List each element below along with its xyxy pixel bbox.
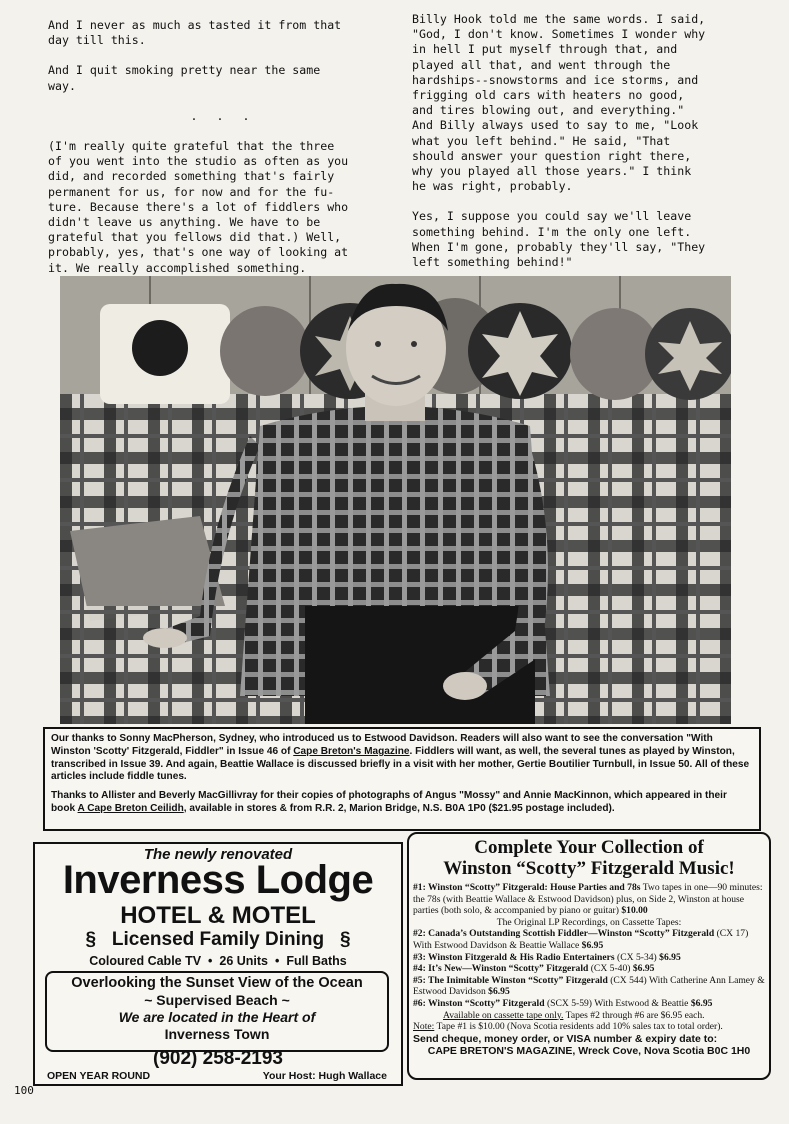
tape-item: #3: Winston Fitzgerald & His Radio Entertainers (CX 5-34) $6.95 <box>413 951 681 963</box>
portrait-photo <box>60 276 731 724</box>
price-note: Note: Tape #1 is $10.00 (Nova Scotia residents add 10% sales tax to total order). <box>413 1021 723 1033</box>
tape-item: #4: It’s New—Winston “Scotty” Fitzgerald (CX 5-40) $6.95 <box>413 963 655 975</box>
lodge-name: Inverness Lodge <box>62 858 374 902</box>
order-address: CAPE BRETON'S MAGAZINE, Wreck Cove, Nova Scotia B0C 1H0 <box>427 1045 751 1058</box>
open-year-round: OPEN YEAR ROUND <box>47 1070 151 1082</box>
ad-title-2: Winston “Scotty” Fitzgerald Music! <box>443 858 735 879</box>
paragraph: Billy Hook told me the same words. I said, "God, I don't know. Sometimes I wonder why in hell I put myself through that, and played all that, and went through the hardships--snowstorms and ice storms, and frigging old cars with heaters no good, and tires blowing out, and everything." And Billy always used to say to me, "Look what you left behind." He said, "That should answer your question right there, why you played all those years." I think he was right, probably. <box>412 12 706 194</box>
page-number: 100 <box>14 1084 34 1097</box>
lp-heading: The Original LP Recordings, on Cassette Tapes: <box>496 916 682 928</box>
article-column-left <box>48 18 398 291</box>
ad-kicker: The newly renovated <box>143 846 293 863</box>
dining-line: § Licensed Family Dining § <box>85 929 351 950</box>
inverness-lodge-ad <box>33 842 403 1086</box>
article-column-right <box>412 12 757 285</box>
lodge-type: HOTEL & MOTEL <box>120 902 316 929</box>
paragraph: And I never as much as tasted it from that day till this. <box>48 18 342 48</box>
tape-item: #5: The Inimitable Winston “Scotty” Fitzgerald (CX 544) With Catherine Ann Lamey & Estwood Davidson $6.95 <box>413 974 765 998</box>
section-mark-icon: § <box>339 929 351 950</box>
book-title: A Cape Breton Ceilidh <box>77 802 184 814</box>
availability-note: Available on cassette tape only. Tapes #2 through #6 are $6.95 each. <box>443 1009 705 1021</box>
amenities-line: Coloured Cable TV • 26 Units • Full Baths <box>89 954 347 968</box>
section-separator: . . . <box>190 108 256 123</box>
caption-paragraph: Our thanks to Sonny MacPherson, Sydney, who introduced us to Estwood Davidson. Readers will also want to see the conversation "With Winston 'Scotty' Fitzgerald, Fiddler" in Issue 46 of Cape Breton's Magazine. Fiddlers will want, as well, the several tunes as played by Winston, transcribed in Issue 39. And again, Beattie Wallace is discussed briefly in a visit with her mother, Gertie Boutilier Turnbull, in Issue 50. All of these articles include fiddle tunes. <box>51 733 750 783</box>
section-mark-icon: § <box>85 929 97 950</box>
tape-item: #6: Winston “Scotty” Fitzgerald (SCX 5-59) With Estwood & Beattie $6.95 <box>413 997 713 1009</box>
phone-number: (902) 258-2193 <box>153 1048 283 1069</box>
magazine-title: Cape Breton's Magazine <box>293 745 410 757</box>
location-box: Overlooking the Sunset View of the Ocean ~ Supervised Beach ~ We are located in the Heart of Inverness Town <box>45 971 389 1052</box>
host-name: Your Host: Hugh Wallace <box>262 1070 387 1082</box>
paragraph: And I quit smoking pretty near the same way. <box>48 63 321 93</box>
tape-item: #2: Canada’s Outstanding Scottish Fiddler—Winston “Scotty” Fitzgerald (CX 17) With Estwood Davidson & Beattie Wallace $6.95 <box>413 928 749 951</box>
photo-illustration <box>60 276 731 724</box>
bullet-icon: • <box>208 954 213 968</box>
music-collection-ad <box>407 832 771 1080</box>
order-instructions: Send cheque, money order, or VISA number & expiry date to: <box>413 1032 718 1045</box>
paragraph: Yes, I suppose you could say we'll leave something behind. I'm the only one left. When I'm gone, probably they'll say, "They left something behind!" <box>412 209 706 270</box>
ad-title: Complete Your Collection of <box>474 837 704 858</box>
caption-paragraph: Thanks to Allister and Beverly MacGillivray for their copies of photographs of Angus "Mossy" and Annie MacKinnon, which appeared in their book A Cape Breton Ceilidh, available in stores & from R.R. 2, Marion Bridge, N.S. B0A 1P0 ($21.95 postage included). <box>51 790 727 814</box>
paragraph: (I'm really quite grateful that the three of you went into the studio as often as you did, and recorded something that's fairly permanent for us, for now and for the fu- ture. Because there's a lot of fiddlers who didn't leave us anything. We have to be grateful that you fellows did that.) Well, probably, yes, that's one way of looking at it. We really accomplished something. <box>48 139 349 275</box>
photo-caption <box>43 727 761 831</box>
bullet-icon: • <box>274 954 280 968</box>
tape-item: #1: Winston “Scotty” Fitzgerald: House Parties and 78s Two tapes in one—90 minutes: the 78s (with Beattie Wallace & Estwood Davidson) plus, on Side 2, Winston at house parties (both solo, & accompanied by piano or guitar) $10.00 <box>413 882 763 917</box>
